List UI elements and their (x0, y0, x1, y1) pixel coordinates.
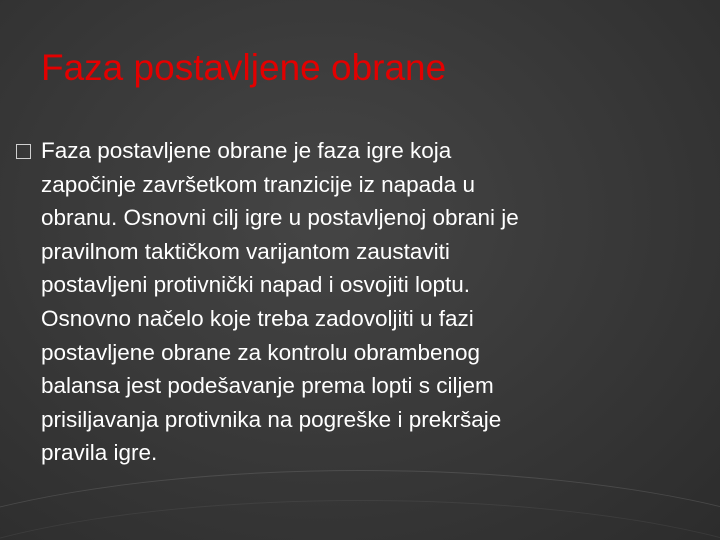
square-bullet-icon (16, 144, 31, 159)
slide-title: Faza postavljene obrane (41, 47, 447, 88)
paragraph-line: pravila igre. (41, 440, 158, 466)
paragraph-line: balansa jest podešavanje prema lopti s ciljem (41, 373, 494, 399)
paragraph-line: započinje završetkom tranzicije iz napada u (41, 171, 475, 197)
bullet-paragraph (41, 134, 711, 470)
paragraph-line: postavljeni protivnički napad i osvojiti loptu. (41, 272, 470, 298)
decorative-arc (0, 470, 720, 540)
decorative-arc (0, 500, 720, 540)
paragraph-line: obranu. Osnovni cilj igre u postavljenoj obrani je (41, 205, 519, 231)
paragraph-line: prisiljavanja protivnika na pogreške i prekršaje (41, 406, 502, 432)
paragraph-line: postavljene obrane za kontrolu obrambenog (41, 339, 481, 365)
paragraph-line: Faza postavljene obrane je faza igre koja (41, 138, 452, 163)
paragraph-line: pravilnom taktičkom varijantom zaustaviti (41, 238, 450, 264)
paragraph-line: Osnovno načelo koje treba zadovoljiti u fazi (41, 305, 474, 331)
